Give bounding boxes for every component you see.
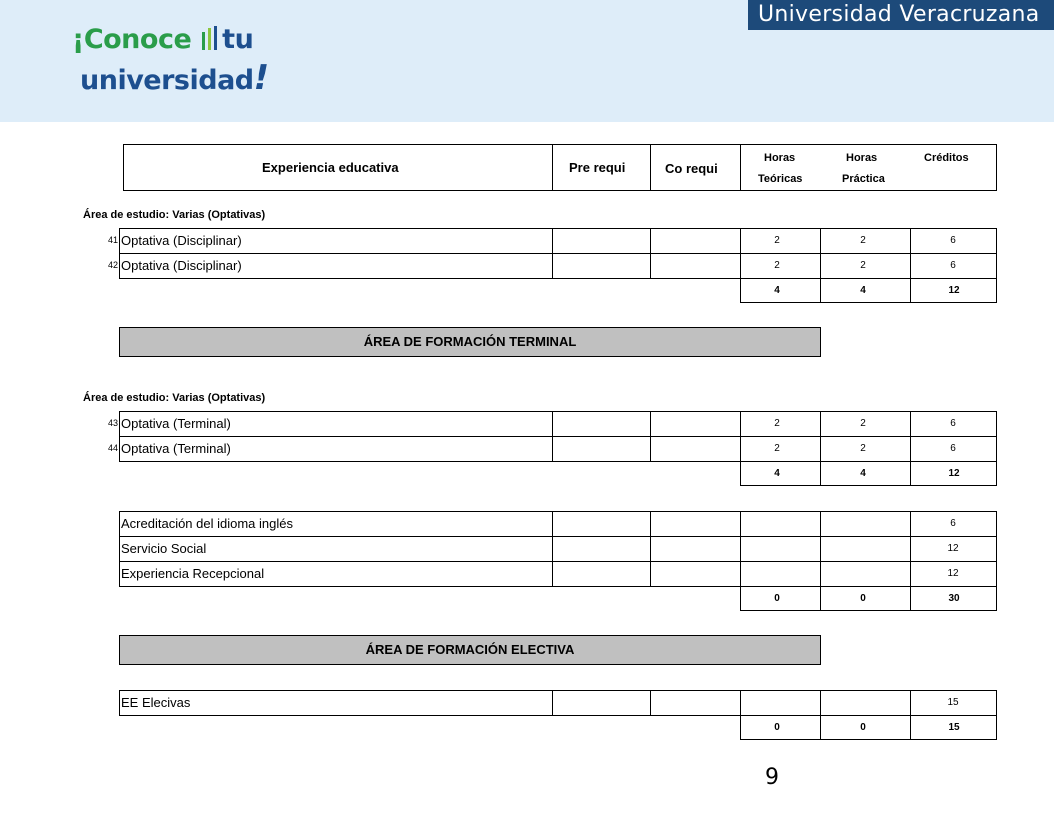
row-number: 42 [107, 260, 118, 270]
logo-line1: ¡Conoce [72, 24, 201, 55]
area-title-terminal: ÁREA DE FORMACIÓN TERMINAL [119, 327, 821, 357]
logo-exclamation: ! [253, 58, 269, 98]
area-label-disciplinar: Área de estudio: Varias (Optativas) [83, 209, 266, 221]
row-number: 44 [107, 443, 118, 453]
total-creditos: 15 [948, 722, 960, 733]
course-name: Acreditación del idioma inglés [121, 516, 293, 531]
total-creditos: 12 [948, 468, 960, 479]
logo-stripes-icon [199, 26, 223, 52]
course-name: Optativa (Terminal) [121, 441, 231, 456]
course-name: EE Elecivas [121, 695, 191, 710]
hours-teoricas: 2 [774, 418, 780, 429]
total-teoricas: 4 [774, 285, 780, 296]
total-practica: 4 [860, 285, 866, 296]
creditos: 6 [950, 443, 956, 454]
course-name: Optativa (Disciplinar) [121, 258, 242, 273]
logo-tu: tu [222, 24, 254, 55]
header-co-requi: Co requi [665, 161, 718, 176]
total-practica: 4 [860, 468, 866, 479]
total-creditos: 12 [948, 285, 960, 296]
header-horas-practica: Horas [846, 152, 878, 164]
hours-practica: 2 [860, 443, 866, 454]
logo-line2: universidad [80, 65, 254, 96]
creditos: 6 [950, 518, 956, 529]
area-label-terminal: Área de estudio: Varias (Optativas) [83, 392, 266, 404]
total-creditos: 30 [948, 593, 960, 604]
hours-practica: 2 [860, 418, 866, 429]
course-name: Optativa (Disciplinar) [121, 233, 242, 248]
page-number: 9 [765, 765, 779, 790]
creditos: 6 [950, 260, 956, 271]
total-teoricas: 0 [774, 593, 780, 604]
header-teoricas: Teóricas [758, 173, 803, 185]
creditos: 12 [947, 568, 959, 579]
creditos: 12 [947, 543, 959, 554]
conoce-tu-universidad-logo [72, 24, 272, 96]
header-practica: Práctica [842, 173, 885, 185]
row-number: 41 [107, 235, 118, 245]
hours-teoricas: 2 [774, 260, 780, 271]
hours-teoricas: 2 [774, 235, 780, 246]
total-teoricas: 4 [774, 468, 780, 479]
header-experiencia: Experiencia educativa [262, 160, 399, 175]
course-name: Servicio Social [121, 541, 207, 556]
creditos: 15 [947, 697, 959, 708]
course-name: Optativa (Terminal) [121, 416, 231, 431]
row-number: 43 [107, 418, 118, 428]
area-title-electiva: ÁREA DE FORMACIÓN ELECTIVA [119, 635, 821, 665]
creditos: 6 [950, 418, 956, 429]
hours-practica: 2 [860, 235, 866, 246]
hours-practica: 2 [860, 260, 866, 271]
total-practica: 0 [860, 593, 866, 604]
course-name: Experiencia Recepcional [121, 566, 265, 581]
header-creditos: Créditos [924, 152, 969, 164]
page-header [0, 0, 1054, 122]
total-teoricas: 0 [774, 722, 780, 733]
header-pre-requi: Pre requi [569, 160, 626, 175]
header-horas-teoricas: Horas [764, 152, 796, 164]
hours-teoricas: 2 [774, 443, 780, 454]
creditos: 6 [950, 235, 956, 246]
university-name: Universidad Veracruzana [748, 0, 1054, 30]
total-practica: 0 [860, 722, 866, 733]
